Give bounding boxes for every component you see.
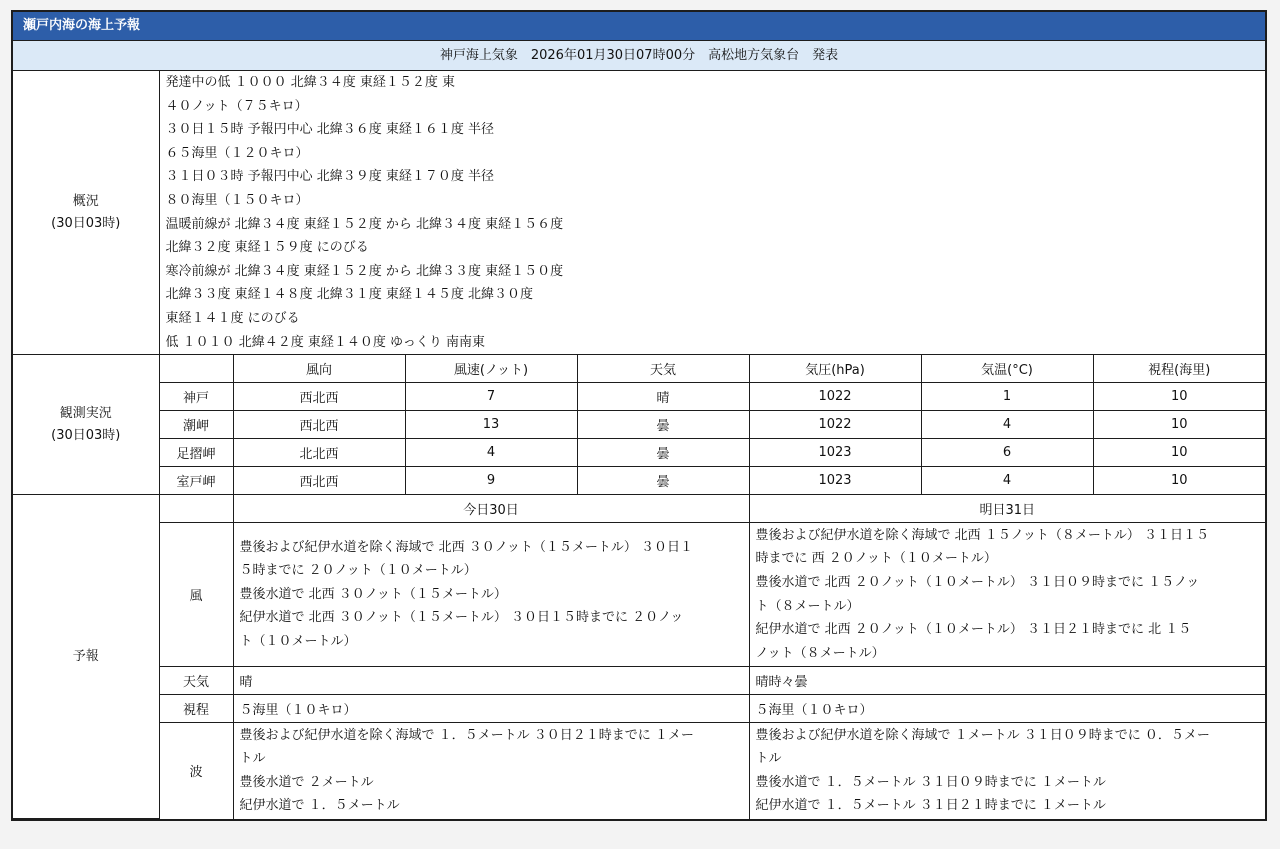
observation-header-row	[13, 355, 1265, 383]
cell-visibility: 10	[1093, 467, 1265, 495]
table-row	[13, 467, 1265, 495]
overview-line: ３０日１５時 予報円中心 北緯３６度 東経１６１度 半径	[165, 122, 495, 138]
column-header: 風速(ノット)	[405, 355, 577, 383]
column-header: 天気	[577, 355, 749, 383]
overview-row	[13, 71, 1265, 355]
wind-today-line: 豊後および紀伊水道を除く海域で 北西 ３０ノット（１５メートル） ３０日１	[239, 539, 693, 555]
column-header: 風向	[233, 355, 405, 383]
overview-line: ６５海里（１２０キロ）	[165, 145, 309, 161]
wind-tomorrow	[749, 523, 1265, 667]
weather-row	[13, 667, 1265, 695]
overview-text	[159, 71, 1265, 355]
cell-pressure: 1022	[749, 411, 921, 439]
overview-line: 北緯３２度 東経１５９度 にのびる	[165, 240, 369, 256]
overview-line: ４０ノット（７５キロ）	[165, 98, 308, 114]
visibility-today: ５海里（１０キロ）	[233, 695, 749, 723]
wave-today-line: 紀伊水道で １．５メートル	[239, 798, 400, 814]
cell-visibility: 10	[1093, 383, 1265, 411]
forecast-panel	[11, 10, 1267, 821]
cell-wind-direction: 北北西	[233, 439, 405, 467]
cell-pressure: 1022	[749, 383, 921, 411]
overview-line: 発達中の低 １０００ 北緯３４度 東経１５２度 東	[165, 75, 456, 90]
cell-pressure: 1023	[749, 439, 921, 467]
visibility-row	[13, 695, 1265, 723]
wave-row	[13, 723, 1265, 819]
cell-wind-speed: 4	[405, 439, 577, 467]
column-header: 気圧(hPa)	[749, 355, 921, 383]
wave-tomorrow-line: 豊後および紀伊水道を除く海域で １メートル ３１日０９時までに ０．５メー	[755, 727, 1210, 743]
observation-label-cell	[13, 355, 159, 495]
column-header: 視程(海里)	[1093, 355, 1265, 383]
overview-time: (30日03時)	[51, 215, 121, 231]
weather-tomorrow: 晴時々曇	[749, 667, 1265, 695]
wind-today	[233, 523, 749, 667]
wave-tomorrow	[749, 723, 1265, 819]
forecast-table	[13, 71, 1265, 819]
forecast-header-row	[13, 495, 1265, 523]
wind-today-line: 紀伊水道で 北西 ３０ノット（１５メートル） ３０日１５時までに ２０ノッ	[239, 610, 684, 626]
overview-line: 北緯３３度 東経１４８度 北緯３１度 東経１４５度 北緯３０度	[165, 287, 534, 303]
cell-temperature: 6	[921, 439, 1093, 467]
cell-wind-direction: 西北西	[233, 411, 405, 439]
wind-today-line: 豊後水道で 北西 ３０ノット（１５メートル）	[239, 586, 507, 602]
tomorrow-header: 明日31日	[749, 495, 1265, 523]
wind-row	[13, 523, 1265, 667]
station-name: 足摺岬	[159, 439, 233, 467]
cell-wind-direction: 西北西	[233, 383, 405, 411]
cell-weather: 曇	[577, 467, 749, 495]
cell-pressure: 1023	[749, 467, 921, 495]
wind-tomorrow-line: 豊後および紀伊水道を除く海域で 北西 １５ノット（８メートル） ３１日１５	[755, 527, 1209, 543]
overview-label-cell	[13, 71, 159, 355]
wind-tomorrow-line: 時までに 西 ２０ノット（１０メートル）	[755, 551, 997, 567]
wind-tomorrow-line: ノット（８メートル）	[755, 645, 885, 661]
visibility-tomorrow: ５海里（１０キロ）	[749, 695, 1265, 723]
forecast-label: 予報	[13, 495, 159, 819]
overview-label: 概況	[72, 193, 99, 209]
wind-tomorrow-line: ト（８メートル）	[755, 598, 860, 614]
wave-tomorrow-line: 豊後水道で １．５メートル ３１日０９時までに １メートル	[755, 774, 1106, 790]
cell-weather: 曇	[577, 411, 749, 439]
weather-today: 晴	[233, 667, 749, 695]
station-name: 室戸岬	[159, 467, 233, 495]
cell-wind-speed: 13	[405, 411, 577, 439]
overview-line: 温暖前線が 北緯３４度 東経１５２度 から 北緯３４度 東経１５６度	[165, 216, 564, 232]
visibility-label: 視程	[159, 695, 233, 723]
station-name: 潮岬	[159, 411, 233, 439]
overview-line: 寒冷前線が 北緯３４度 東経１５２度 から 北緯３３度 東経１５０度	[165, 263, 564, 279]
table-row	[13, 383, 1265, 411]
table-row	[13, 439, 1265, 467]
column-header: 気温(°C)	[921, 355, 1093, 383]
cell-weather: 曇	[577, 439, 749, 467]
wind-today-line: ５時までに ２０ノット（１０メートル）	[239, 563, 477, 579]
overview-line: ８０海里（１５０キロ）	[165, 192, 309, 208]
wave-today-line: トル	[239, 751, 266, 767]
cell-wind-speed: 9	[405, 467, 577, 495]
forecast-item-header	[159, 495, 233, 523]
cell-wind-direction: 西北西	[233, 467, 405, 495]
wave-today	[233, 723, 749, 819]
wind-tomorrow-line: 紀伊水道で 北西 ２０ノット（１０メートル） ３１日２１時までに 北 １５	[755, 622, 1192, 638]
weather-label: 天気	[159, 667, 233, 695]
overview-line: 低 １０１０ 北緯４２度 東経１４０度 ゆっくり 南南東	[165, 334, 486, 350]
station-name: 神戸	[159, 383, 233, 411]
page-title: 瀬戸内海の海上予報	[13, 12, 1265, 41]
wave-today-line: 豊後および紀伊水道を除く海域で １．５メートル ３０日２１時までに １メー	[239, 727, 694, 743]
wave-tomorrow-line: トル	[755, 751, 782, 767]
table-row	[13, 411, 1265, 439]
wave-today-line: 豊後水道で ２メートル	[239, 774, 374, 790]
cell-temperature: 4	[921, 411, 1093, 439]
cell-weather: 晴	[577, 383, 749, 411]
cell-visibility: 10	[1093, 439, 1265, 467]
overview-line: ３１日０３時 予報円中心 北緯３９度 東経１７０度 半径	[165, 169, 495, 185]
overview-line: 東経１４１度 にのびる	[165, 310, 300, 326]
cell-wind-speed: 7	[405, 383, 577, 411]
observation-label: 観測実況	[59, 405, 112, 421]
wind-today-line: ト（１０メートル）	[239, 634, 357, 650]
today-header: 今日30日	[233, 495, 749, 523]
wind-tomorrow-line: 豊後水道で 北西 ２０ノット（１０メートル） ３１日０９時までに １５ノッ	[755, 575, 1200, 591]
station-header	[159, 355, 233, 383]
cell-visibility: 10	[1093, 411, 1265, 439]
observation-time: (30日03時)	[51, 427, 121, 443]
wind-label: 風	[159, 523, 233, 667]
issue-info: 神戸海上気象 2026年01月30日07時00分 高松地方気象台 発表	[13, 41, 1265, 71]
wave-label: 波	[159, 723, 233, 819]
wave-tomorrow-line: 紀伊水道で １．５メートル ３１日２１時までに １メートル	[755, 798, 1106, 814]
cell-temperature: 1	[921, 383, 1093, 411]
cell-temperature: 4	[921, 467, 1093, 495]
